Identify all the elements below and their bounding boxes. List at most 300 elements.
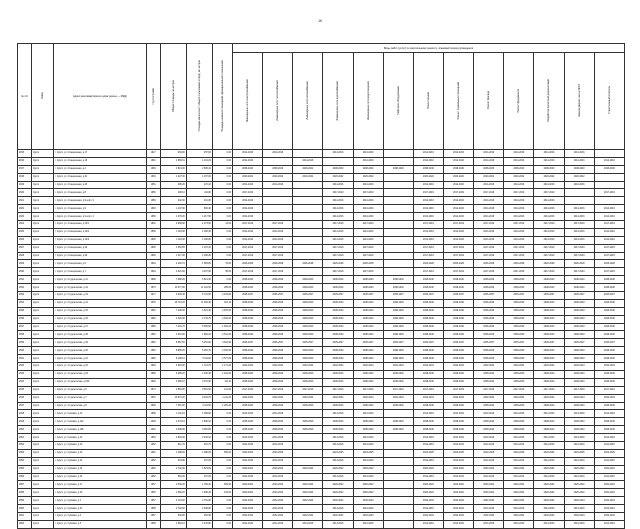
cell-work-period xyxy=(383,260,413,268)
cell-work-period: 2017-2019 xyxy=(323,221,353,229)
cell-total-area: 4 420,90 xyxy=(160,315,186,323)
cell-work-period: 2017-2019 xyxy=(594,252,624,260)
cell-nonres-area: 0,00 xyxy=(212,173,232,181)
col-header-work-label: Разработка проектной документации xyxy=(547,78,551,123)
cell-work-period: 2014-2016 xyxy=(504,434,534,442)
cell-work-period: 2020-2022 xyxy=(233,173,263,181)
cell-work-period: 2038-2040 xyxy=(323,276,353,284)
cell-num: 2821 xyxy=(18,197,32,205)
cell-nonres-area: 0,00 xyxy=(212,189,232,197)
cell-district: Курск xyxy=(32,276,54,284)
cell-living-area: 272,10 xyxy=(186,181,212,189)
cell-nonres-area: 2 876,30 xyxy=(212,307,232,315)
cell-work-period: 2035-2037 xyxy=(233,339,263,347)
cell-num: 2824 xyxy=(18,221,32,229)
cell-year: 1977 xyxy=(146,292,160,300)
cell-work-period: 2038-2040 xyxy=(594,307,624,315)
col-header-work-label: Инженерные сети водоснабжения xyxy=(336,80,340,121)
cell-work-period: 2020-2022 xyxy=(413,465,443,473)
cell-work-period: 2014-2016 xyxy=(594,213,624,221)
cell-nonres-area: 0,00 xyxy=(212,213,232,221)
cell-living-area: 437,00 xyxy=(186,457,212,465)
cell-work-period: 2032-2034 xyxy=(474,394,504,402)
cell-address: г. Курск, ул. Студенческая, д.15 xyxy=(54,307,146,315)
cell-work-period: 2014-2016 xyxy=(564,434,594,442)
cell-work-period: 2038-2040 xyxy=(534,307,564,315)
cell-work-period: 2014-2016 xyxy=(504,181,534,189)
cell-work-period xyxy=(293,189,323,197)
cell-address: г. Курск, ул. Сумская, д.21 xyxy=(54,505,146,513)
cell-work-period xyxy=(263,157,293,165)
cell-work-period: 2038-2040 xyxy=(353,418,383,426)
cell-work-period: 2032-2034 xyxy=(564,497,594,505)
cell-work-period: 2038-2040 xyxy=(323,402,353,410)
cell-nonres-area: 565,00 xyxy=(212,449,232,457)
cell-num: 2858 xyxy=(18,489,32,497)
cell-living-area: 1 860,10 xyxy=(186,331,212,339)
cell-total-area: 1 584,10 xyxy=(160,520,186,528)
cell-work-period: 2038-2040 xyxy=(263,323,293,331)
table-row xyxy=(18,457,625,465)
cell-work-period: 2014-2016 xyxy=(353,205,383,213)
cell-work-period: 2032-2034 xyxy=(293,512,323,520)
cell-work-period: 2035-2037 xyxy=(594,292,624,300)
table-row xyxy=(18,520,625,528)
col-header-work-label: Инженерные сети теплоснабжения xyxy=(276,80,280,121)
cell-work-period: 2014-2016 xyxy=(233,205,263,213)
cell-work-period: 2020-2022 xyxy=(443,173,473,181)
cell-address: г. Курск, ул. Сумская, д.12 xyxy=(54,441,146,449)
cell-total-area: 3 853,90 xyxy=(160,386,186,394)
table-row xyxy=(18,386,625,394)
cell-work-period: 2014-2016 xyxy=(233,181,263,189)
cell-work-period: 2032-2034 xyxy=(263,497,293,505)
cell-work-period: 2038-2040 xyxy=(413,426,443,434)
cell-total-area: 1 211,10 xyxy=(160,410,186,418)
col-header-living-area-label: Площадь жилых мест общего пользования в МКД, кв. метров xyxy=(197,60,201,132)
cell-work-period: 2020-2022 xyxy=(564,481,594,489)
cell-address: г. Курск, ул. Сумская, д.10 xyxy=(54,410,146,418)
cell-work-period: 2038-2040 xyxy=(263,426,293,434)
cell-work-period: 2038-2040 xyxy=(564,307,594,315)
cell-year: 1959 xyxy=(146,197,160,205)
cell-work-period: 2038-2040 xyxy=(353,331,383,339)
cell-work-period: 2038-2040 xyxy=(413,378,443,386)
cell-work-period: 2032-2034 xyxy=(293,394,323,402)
cell-work-period: 2026-2028 xyxy=(474,260,504,268)
cell-work-period: 2038-2040 xyxy=(594,299,624,307)
cell-num: 2831 xyxy=(18,276,32,284)
cell-work-period: 2014-2016 xyxy=(474,236,504,244)
cell-address: г. Курск, ул. Станционная, д.13/2 xyxy=(54,228,146,236)
cell-work-period: 2014-2016 xyxy=(353,150,383,158)
cell-work-period: 2038-2040 xyxy=(504,418,534,426)
cell-year: 1958 xyxy=(146,520,160,528)
cell-work-period: 2038-2040 xyxy=(383,402,413,410)
cell-district: Курск xyxy=(32,331,54,339)
cell-living-area: 11 366,40 xyxy=(186,299,212,307)
cell-work-period: 2017-2019 xyxy=(413,244,443,252)
cell-work-period: 2014-2016 xyxy=(474,205,504,213)
cell-living-area: 836,40 xyxy=(186,205,212,213)
cell-work-period: 2032-2034 xyxy=(443,512,473,520)
cell-district: Курск xyxy=(32,197,54,205)
cell-work-period: 2014-2016 xyxy=(233,213,263,221)
cell-work-period: 2014-2016 xyxy=(534,181,564,189)
cell-work-period: 2038-2040 xyxy=(293,331,323,339)
cell-total-area: 7 968,20 xyxy=(160,276,186,284)
cell-work-period xyxy=(594,173,624,181)
cell-district: Курск xyxy=(32,189,54,197)
cell-nonres-area: 1 281,30 xyxy=(212,402,232,410)
cell-total-area: 3 210,50 xyxy=(160,331,186,339)
cell-work-period: 2014-2016 xyxy=(594,410,624,418)
cell-work-period: 2038-2040 xyxy=(413,165,443,173)
cell-district: Курск xyxy=(32,394,54,402)
cell-work-period: 2017-2019 xyxy=(534,268,564,276)
cell-work-period: 2014-2016 xyxy=(504,457,534,465)
cell-nonres-area: 2 514,20 xyxy=(212,331,232,339)
cell-work-period: 2014-2016 xyxy=(504,157,534,165)
cell-num: 2845 xyxy=(18,386,32,394)
cell-work-period: 2038-2040 xyxy=(443,315,473,323)
table-row xyxy=(18,418,625,426)
table-row xyxy=(18,355,625,363)
cell-num: 2823 xyxy=(18,213,32,221)
cell-nonres-area: 0,00 xyxy=(212,165,232,173)
cell-num: 2836 xyxy=(18,315,32,323)
cell-living-area: 1 217,50 xyxy=(186,213,212,221)
table-row xyxy=(18,181,625,189)
cell-work-period: 2020-2022 xyxy=(233,489,263,497)
cell-work-period: 2038-2040 xyxy=(263,378,293,386)
cell-work-period: 2017-2019 xyxy=(534,252,564,260)
table-row xyxy=(18,370,625,378)
cell-work-period: 2014-2016 xyxy=(293,157,323,165)
col-header-work xyxy=(443,53,473,150)
cell-num: 2859 xyxy=(18,497,32,505)
cell-work-period: 2017-2019 xyxy=(534,244,564,252)
cell-work-period: 2014-2016 xyxy=(443,181,473,189)
cell-work-period: 2014-2016 xyxy=(504,441,534,449)
cell-work-period: 2032-2034 xyxy=(443,363,473,371)
cell-nonres-area: 0,00 xyxy=(212,228,232,236)
cell-work-period: 2014-2016 xyxy=(263,150,293,158)
cell-work-period: 2026-2028 xyxy=(293,260,323,268)
cell-address: г. Курск, ул. Станционная, д.17 xyxy=(54,150,146,158)
cell-work-period: 2026-2028 xyxy=(594,260,624,268)
cell-work-period: 2038-2040 xyxy=(413,307,443,315)
cell-work-period: 2038-2040 xyxy=(504,347,534,355)
cell-year: 1963 xyxy=(146,205,160,213)
cell-work-period: 2017-2019 xyxy=(263,221,293,229)
cell-work-period: 2038-2040 xyxy=(263,370,293,378)
cell-work-period: 2014-2016 xyxy=(323,434,353,442)
cell-work-period: 2014-2016 xyxy=(413,213,443,221)
cell-work-period: 2014-2016 xyxy=(323,197,353,205)
table-row xyxy=(18,441,625,449)
cell-work-period: 2038-2040 xyxy=(353,315,383,323)
cell-work-period xyxy=(383,221,413,229)
col-header-total-area xyxy=(160,44,186,150)
cell-total-area: 19 671,20 xyxy=(160,394,186,402)
cell-district: Курск xyxy=(32,347,54,355)
cell-work-period xyxy=(383,236,413,244)
cell-work-period: 2020-2022 xyxy=(504,173,534,181)
col-header-work xyxy=(594,53,624,150)
cell-work-period: 2038-2040 xyxy=(293,284,323,292)
cell-work-period: 2038-2040 xyxy=(293,299,323,307)
cell-year: 1974 xyxy=(146,386,160,394)
cell-living-area: 257,00 xyxy=(186,150,212,158)
cell-work-period: 2014-2016 xyxy=(353,505,383,513)
cell-living-area: 1 808,40 xyxy=(186,489,212,497)
col-header-nonres-area xyxy=(212,44,232,150)
cell-total-area: 7 228,00 xyxy=(160,307,186,315)
cell-work-period: 2038-2040 xyxy=(564,284,594,292)
cell-total-area: 1 107,90 xyxy=(160,205,186,213)
cell-year: 1963 xyxy=(146,173,160,181)
cell-nonres-area: 1 681,20 xyxy=(212,323,232,331)
cell-num: 2848 xyxy=(18,410,32,418)
cell-living-area: 2 635,10 xyxy=(186,165,212,173)
cell-total-area: 1 288,60 xyxy=(160,449,186,457)
cell-work-period: 2014-2016 xyxy=(504,520,534,528)
cell-total-area: 284,00 xyxy=(160,150,186,158)
cell-work-period: 2017-2019 xyxy=(233,221,263,229)
cell-num: 2856 xyxy=(18,473,32,481)
cell-year: 1958 xyxy=(146,410,160,418)
cell-work-period: 2038-2040 xyxy=(443,355,473,363)
cell-living-area: 6 731,60 xyxy=(186,292,212,300)
cell-total-area: 2 068,90 xyxy=(160,221,186,229)
cell-living-area: 3 516,60 xyxy=(186,386,212,394)
cell-year: 1952 xyxy=(146,441,160,449)
cell-work-period: 2035-2037 xyxy=(443,292,473,300)
cell-work-period xyxy=(293,205,323,213)
cell-work-period: 2014-2016 xyxy=(534,410,564,418)
cell-work-period xyxy=(383,228,413,236)
cell-address: г. Курск, ул. Станционная, д.9 корп. 3 xyxy=(54,197,146,205)
table-row xyxy=(18,236,625,244)
cell-work-period: 2014-2016 xyxy=(594,157,624,165)
cell-total-area: 6 285,20 xyxy=(160,370,186,378)
cell-work-period: 2038-2040 xyxy=(353,402,383,410)
cell-num: 2822 xyxy=(18,205,32,213)
cell-living-area: 452,50 xyxy=(186,512,212,520)
cell-work-period: 2038-2040 xyxy=(443,323,473,331)
cell-num: 2817 xyxy=(18,165,32,173)
cell-work-period xyxy=(293,410,323,418)
cell-work-period xyxy=(263,205,293,213)
table-row xyxy=(18,276,625,284)
cell-year: 1955 xyxy=(146,489,160,497)
col-header-year-label: Год постройки xyxy=(151,87,155,105)
cell-work-period: 2017-2019 xyxy=(263,244,293,252)
page-number: 16 xyxy=(318,19,322,23)
cell-work-period: 2038-2040 xyxy=(413,323,443,331)
cell-year: 1964 xyxy=(146,268,160,276)
cell-work-period xyxy=(293,213,323,221)
cell-work-period: 2023-2025 xyxy=(353,449,383,457)
cell-work-period: 2014-2016 xyxy=(233,150,263,158)
table-row xyxy=(18,331,625,339)
cell-address: г. Курск, ул. Станционная, д.8 xyxy=(54,189,146,197)
cell-address: г. Курск, ул. Студенческая, д.17 xyxy=(54,323,146,331)
cell-work-period: 2014-2016 xyxy=(534,213,564,221)
cell-work-period: 2038-2040 xyxy=(594,315,624,323)
cell-district: Курск xyxy=(32,410,54,418)
cell-work-period: 2014-2016 xyxy=(263,473,293,481)
cell-address: г. Курск, ул. Станционная, д.20 xyxy=(54,244,146,252)
cell-district: Курск xyxy=(32,307,54,315)
cell-year: 1952 xyxy=(146,457,160,465)
cell-district: Курск xyxy=(32,386,54,394)
cell-work-period: 2014-2016 xyxy=(353,213,383,221)
cell-work-period: 2014-2016 xyxy=(594,228,624,236)
cell-work-period xyxy=(293,244,323,252)
col-header-work-label: Ремонт крыши xyxy=(426,92,430,109)
cell-work-period: 2038-2040 xyxy=(353,347,383,355)
cell-work-period: 2038-2040 xyxy=(534,355,564,363)
cell-total-area: 944,80 xyxy=(160,457,186,465)
cell-work-period: 2014-2016 xyxy=(413,157,443,165)
cell-district: Курск xyxy=(32,315,54,323)
cell-work-period: 2020-2022 xyxy=(263,481,293,489)
cell-work-period: 2017-2019 xyxy=(233,189,263,197)
cell-address: г. Курск, ул. Студенческая, д.19 xyxy=(54,339,146,347)
cell-work-period: 2023-2025 xyxy=(263,449,293,457)
cell-year: 1957 xyxy=(146,481,160,489)
cell-work-period: 2014-2016 xyxy=(564,505,594,513)
cell-work-period xyxy=(293,457,323,465)
cell-work-period: 2038-2040 xyxy=(263,299,293,307)
cell-nonres-area: 1 211,20 xyxy=(212,394,232,402)
cell-work-period: 2026-2028 xyxy=(353,260,383,268)
col-header-work xyxy=(504,53,534,150)
cell-living-area: 1 823,60 xyxy=(186,465,212,473)
cell-work-period: 2023-2025 xyxy=(564,449,594,457)
cell-work-period: 2014-2016 xyxy=(323,205,353,213)
cell-work-period: 2014-2016 xyxy=(474,157,504,165)
cell-nonres-area: 0,00 xyxy=(212,181,232,189)
cell-work-period: 2020-2022 xyxy=(323,465,353,473)
cell-work-period: 2020-2022 xyxy=(534,481,564,489)
cell-work-period: 2017-2019 xyxy=(233,386,263,394)
cell-address: г. Курск, ул. Сумская, д.5 xyxy=(54,520,146,528)
cell-work-period: 2014-2016 xyxy=(564,441,594,449)
cell-work-period xyxy=(383,244,413,252)
cell-work-period: 2020-2022 xyxy=(233,481,263,489)
cell-total-area: 18 716,20 xyxy=(160,299,186,307)
cell-work-period xyxy=(293,505,323,513)
cell-work-period: 2014-2016 xyxy=(474,441,504,449)
cell-work-period: 2038-2040 xyxy=(293,426,323,434)
cell-nonres-area: 583,90 xyxy=(212,481,232,489)
cell-total-area: 3 621,50 xyxy=(160,268,186,276)
cell-work-period: 2014-2016 xyxy=(504,228,534,236)
cell-work-period: 2017-2019 xyxy=(594,221,624,229)
cell-work-period: 2014-2016 xyxy=(504,205,534,213)
cell-district: Курск xyxy=(32,418,54,426)
cell-address: г. Курск, ул. Сумская, д.16 xyxy=(54,473,146,481)
cell-work-period: 2014-2016 xyxy=(534,520,564,528)
cell-work-period: 2038-2040 xyxy=(474,284,504,292)
cell-work-period: 2020-2022 xyxy=(474,481,504,489)
cell-district: Курск xyxy=(32,244,54,252)
cell-work-period: 2014-2016 xyxy=(594,205,624,213)
cell-work-period: 2032-2034 xyxy=(594,394,624,402)
cell-nonres-area: 3 524,90 xyxy=(212,339,232,347)
col-header-work-label: Ремонт подвальных помещений xyxy=(457,81,461,120)
cell-work-period: 2014-2016 xyxy=(413,181,443,189)
cell-work-period: 2014-2016 xyxy=(474,197,504,205)
cell-work-period: 2038-2040 xyxy=(383,426,413,434)
col-header-work xyxy=(413,53,443,150)
cell-work-period: 2038-2040 xyxy=(504,426,534,434)
cell-work-period: 2038-2040 xyxy=(534,276,564,284)
cell-work-period: 2038-2040 xyxy=(383,276,413,284)
cell-work-period: 2038-2040 xyxy=(383,355,413,363)
cell-district: Курск xyxy=(32,173,54,181)
cell-work-period: 2038-2040 xyxy=(534,402,564,410)
table-row xyxy=(18,481,625,489)
cell-nonres-area: 78,60 xyxy=(212,260,232,268)
cell-district: Курск xyxy=(32,449,54,457)
cell-work-period: 2038-2040 xyxy=(263,165,293,173)
cell-nonres-area: 103,00 xyxy=(212,489,232,497)
cell-address: г. Курск, ул. Студенческая, д.11 xyxy=(54,276,146,284)
col-header-work-label: Ремонт фасада xyxy=(487,91,491,110)
cell-work-period: 2014-2016 xyxy=(474,505,504,513)
cell-living-area: 3 081,80 xyxy=(186,426,212,434)
cell-nonres-area: 0,00 xyxy=(212,434,232,442)
cell-work-period xyxy=(383,481,413,489)
table-row xyxy=(18,315,625,323)
cell-work-period: 2038-2040 xyxy=(293,307,323,315)
cell-address: г. Курск, ул. Сумская, д.12 xyxy=(54,434,146,442)
cell-work-period: 2038-2040 xyxy=(353,299,383,307)
cell-work-period: 2014-2016 xyxy=(413,205,443,213)
cell-year: 1959 xyxy=(146,213,160,221)
cell-nonres-area: 0,00 xyxy=(212,197,232,205)
cell-work-period: 2014-2016 xyxy=(323,520,353,528)
cell-work-period xyxy=(383,213,413,221)
cell-work-period: 2023-2025 xyxy=(443,449,473,457)
cell-district: Курск xyxy=(32,489,54,497)
cell-work-period: 2038-2040 xyxy=(233,347,263,355)
cell-year: 1978 xyxy=(146,299,160,307)
cell-work-period: 2017-2019 xyxy=(474,221,504,229)
cell-work-period: 2032-2034 xyxy=(233,363,263,371)
cell-living-area: 3 467,90 xyxy=(186,268,212,276)
cell-work-period: 2014-2016 xyxy=(233,236,263,244)
cell-work-period: 2032-2034 xyxy=(413,497,443,505)
cell-work-period: 2038-2040 xyxy=(323,331,353,339)
cell-work-period: 2020-2022 xyxy=(293,165,323,173)
table-row xyxy=(18,260,625,268)
cell-work-period: 2017-2019 xyxy=(353,386,383,394)
cell-num: 2829 xyxy=(18,260,32,268)
cell-work-period: 2017-2019 xyxy=(323,244,353,252)
cell-work-period: 2017-2019 xyxy=(413,252,443,260)
cell-work-period: 2038-2040 xyxy=(233,276,263,284)
cell-work-period: 2014-2016 xyxy=(474,473,504,481)
cell-num: 2832 xyxy=(18,284,32,292)
table-row xyxy=(18,339,625,347)
cell-work-period xyxy=(564,189,594,197)
cell-address: г. Курск, ул. Студенческая, д.21 xyxy=(54,355,146,363)
